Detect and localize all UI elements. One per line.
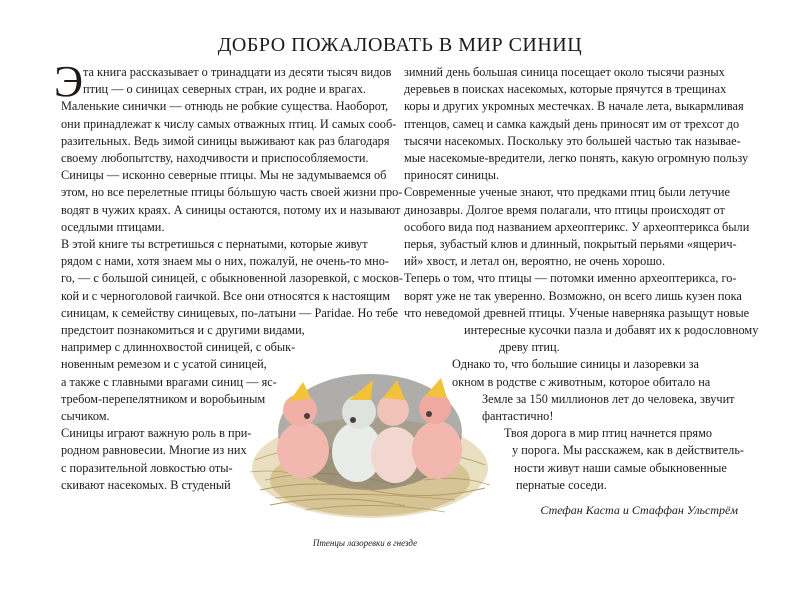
text-line: скивают насекомых. В студеный [61, 477, 231, 492]
text-line: птиц — о синицах северных стран, их родне и врагах. [83, 82, 366, 97]
drop-cap: Э [54, 57, 84, 106]
text-line: ий» хвост, и летал он, вероятно, не очень хорошо. [404, 254, 666, 269]
text-line: у порога. Мы расскажем, как в действитель- [512, 443, 745, 458]
text-line: Теперь о том, что птицы — потомки именно археоптерикса, го- [404, 271, 737, 286]
text-line: они принадлежат к числу самых отважных птиц. И самых сооб- [61, 116, 397, 131]
text-line: пернатые соседи. [516, 477, 607, 492]
text-line: требом-перепелятником и воробьиным [61, 391, 266, 406]
text-line: родном равновесии. Многие из них [61, 443, 247, 458]
text-line: Синицы играют важную роль в при- [61, 426, 252, 441]
text-line: интересные кусочки пазла и добавят их к родословному [464, 323, 759, 338]
text-line: своему любопытству, находчивости и приспособляемости. [61, 151, 369, 166]
text-line: фантастично! [482, 409, 554, 424]
text-line: В этой книге ты встретишься с пернатыми, которые живут [61, 237, 368, 252]
blue-tit-chicks-illustration [245, 340, 495, 525]
text-line: ности живут наши самые обыкновенные [514, 460, 727, 475]
text-line: что неведомой древней птицы. Ученые наверняка разыщут новые [404, 305, 750, 320]
text-line: предстоит познакомиться и с другими видами, [61, 323, 305, 338]
author-signature: Стефан Каста и Стаффан Ульстрём [540, 503, 738, 517]
text-line: сычиком. [61, 409, 110, 424]
text-line: рядом с нами, хотя знаем мы о них, пожалуй, не очень-то мно- [61, 254, 389, 269]
text-line: зимний день большая синица посещает около тысячи разных [404, 65, 725, 79]
text-line: с поразительной ловкостью оты- [61, 460, 233, 475]
text-line: водят в чужих краях. А синицы остаются, потому их и называют [61, 202, 401, 217]
text-line: этом, но все перелетные птицы бóльшую часть своей жизни про- [61, 185, 403, 200]
text-line: окном в родстве с животным, которое обитало на [452, 374, 711, 389]
text-line: деревьев в поисках насекомых, которые прячутся в трещинах [404, 82, 727, 97]
text-line: Современные ученые знают, что предками птиц были летучие [404, 185, 730, 200]
text-line: го, — с большой синицей, с обыкновенной лазоревкой, с москов- [61, 271, 404, 286]
text-line: мые насекомые-вредители, легко понять, какую огромную пользу [404, 151, 749, 166]
text-line: тысячи насекомых. Поскольку это большей частью так называе- [404, 133, 741, 148]
text-line: а также с главными врагами синиц — яс- [61, 374, 277, 389]
text-line: древу птиц. [499, 340, 560, 355]
text-line: Синицы — исконно северные птицы. Мы не задумываемся об [61, 168, 387, 183]
text-line: птенцов, самец и самка каждый день приносят им от трехсот до [404, 116, 740, 131]
text-line: новенным ремезом и с усатой синицей, [61, 357, 267, 372]
text-line: динозавры. Долгое время полагали, что птицы происходят от [404, 202, 725, 217]
text-line: например с длиннохвостой синицей, с обык- [61, 340, 296, 355]
text-line: та книга рассказывает о тринадцати из десяти тысяч видов [83, 65, 392, 79]
text-line: Твоя дорога в мир птиц начнется прямо [504, 426, 712, 441]
illustration-caption: Птенцы лазоревки в гнезде [312, 538, 418, 548]
text-line: Маленькие синички — отнюдь не робкие существа. Наоборот, [61, 99, 389, 114]
text-line: оседлыми птицами. [61, 219, 165, 234]
text-line: кой и с черноголовой гаичкой. Все они относятся к настоящим [61, 288, 390, 303]
text-line: Однако то, что большие синицы и лазоревки за [452, 357, 699, 372]
text-line: Земле за 150 миллионов лет до человека, звучит [482, 391, 735, 406]
text-line: особого вида под названием археоптерикс. У археоптерикса были [404, 219, 750, 234]
page-title: ДОБРО ПОЖАЛОВАТЬ В МИР СИНИЦ [217, 34, 583, 56]
text-line: синицам, к семейству синицевых, по-латыни — Paridae. Но тебе [61, 305, 398, 320]
text-line: ворят уже не так уверенно. Возможно, он всего лишь кузен пока [404, 288, 742, 303]
text-line: коры и других укромных местечках. В начале лета, выкармливая [404, 99, 744, 114]
text-line: разительных. Ведь зимой синицы выживают как раз благодаря [61, 133, 390, 148]
text-line: приносят синицы. [404, 168, 500, 183]
text-line: перья, зубастый клюв и длинный, покрытый перьями «ящерич- [404, 237, 737, 252]
